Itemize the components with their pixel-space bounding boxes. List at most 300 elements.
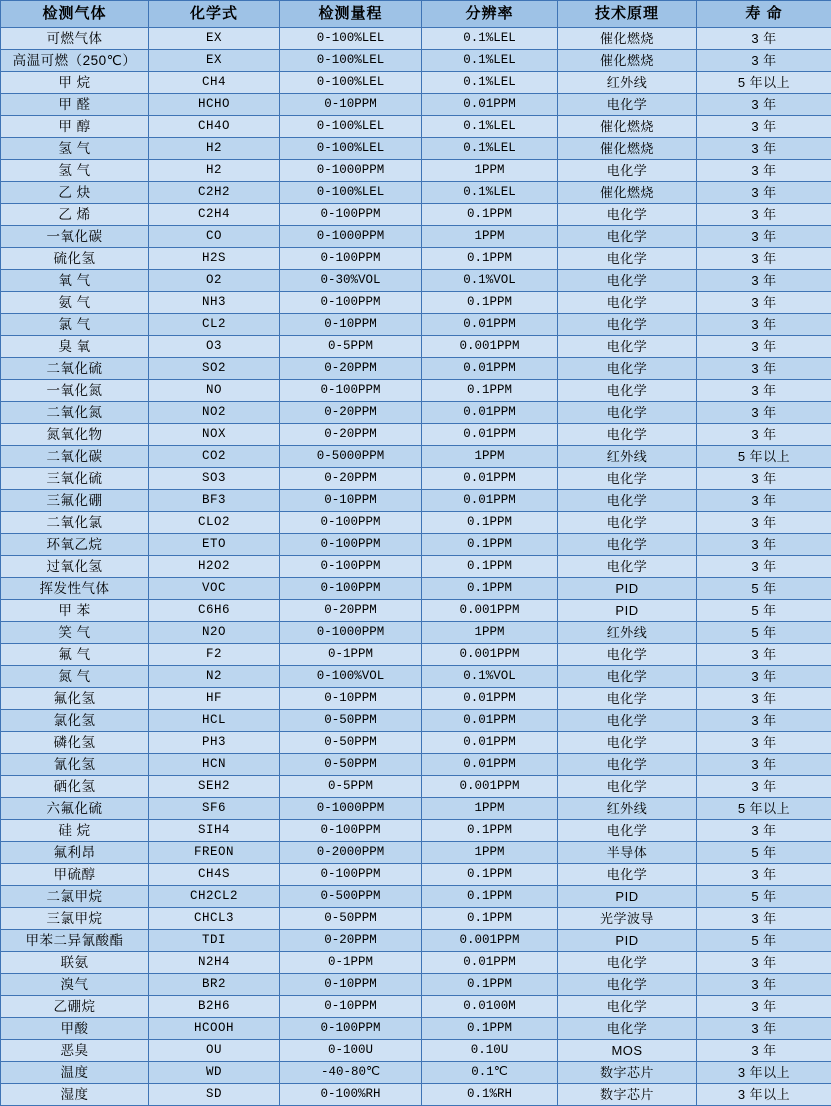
cell-formula: F2 [149,644,280,666]
cell-gas: 甲 烷 [1,72,149,94]
cell-range: 0-100PPM [280,578,422,600]
table-row [1,160,831,182]
cell-resolution: 1PPM [422,160,558,182]
table-row [1,776,831,798]
cell-lifetime: 3 年 [697,292,831,314]
cell-formula: NH3 [149,292,280,314]
table-row [1,468,831,490]
cell-range: 0-5PPM [280,776,422,798]
cell-resolution: 0.01PPM [422,314,558,336]
table-row [1,732,831,754]
table-row [1,688,831,710]
cell-formula: SD [149,1084,280,1106]
column-header-formula: 化学式 [149,1,280,28]
cell-range: 0-10PPM [280,688,422,710]
cell-formula: EX [149,50,280,72]
cell-resolution: 0.1PPM [422,820,558,842]
cell-principle: 催化燃烧 [558,138,697,160]
cell-principle: PID [558,600,697,622]
cell-range: 0-100PPM [280,292,422,314]
cell-principle: 催化燃烧 [558,182,697,204]
cell-range: 0-100%LEL [280,72,422,94]
cell-range: 0-10PPM [280,314,422,336]
cell-lifetime: 5 年 [697,578,831,600]
table-row [1,138,831,160]
cell-lifetime: 3 年 [697,468,831,490]
table-body [1,28,831,1106]
table-row [1,446,831,468]
table-row [1,512,831,534]
cell-resolution: 0.1PPM [422,380,558,402]
cell-gas: 甲 醇 [1,116,149,138]
cell-lifetime: 3 年 [697,358,831,380]
cell-resolution: 0.1PPM [422,292,558,314]
cell-formula: SO3 [149,468,280,490]
cell-lifetime: 5 年 [697,842,831,864]
cell-range: 0-20PPM [280,930,422,952]
table-row [1,490,831,512]
cell-resolution: 1PPM [422,622,558,644]
cell-gas: 二氧化氯 [1,512,149,534]
cell-resolution: 1PPM [422,842,558,864]
cell-range: 0-100PPM [280,864,422,886]
cell-lifetime: 3 年 [697,1040,831,1062]
table-row [1,270,831,292]
cell-range: 0-100%VOL [280,666,422,688]
cell-lifetime: 3 年 [697,996,831,1018]
table-row [1,820,831,842]
cell-formula: HCOOH [149,1018,280,1040]
table-row [1,72,831,94]
table-row [1,754,831,776]
cell-resolution: 0.1PPM [422,908,558,930]
cell-principle: 电化学 [558,380,697,402]
cell-formula: B2H6 [149,996,280,1018]
table-row [1,358,831,380]
cell-lifetime: 3 年 [697,1018,831,1040]
cell-formula: HF [149,688,280,710]
cell-formula: H2 [149,138,280,160]
cell-range: 0-100PPM [280,556,422,578]
cell-formula: HCL [149,710,280,732]
cell-principle: 电化学 [558,710,697,732]
cell-range: 0-100PPM [280,380,422,402]
table-row [1,182,831,204]
cell-principle: 电化学 [558,292,697,314]
cell-principle: 红外线 [558,798,697,820]
cell-principle: 电化学 [558,688,697,710]
cell-principle: 电化学 [558,864,697,886]
table-row [1,600,831,622]
cell-formula: OU [149,1040,280,1062]
cell-gas: 二氧化氮 [1,402,149,424]
cell-lifetime: 5 年 [697,930,831,952]
cell-lifetime: 3 年 [697,50,831,72]
cell-resolution: 0.01PPM [422,952,558,974]
cell-range: 0-50PPM [280,732,422,754]
cell-lifetime: 3 年 [697,490,831,512]
cell-lifetime: 3 年 [697,402,831,424]
table-row [1,204,831,226]
cell-resolution: 0.01PPM [422,732,558,754]
cell-principle: 红外线 [558,622,697,644]
cell-gas: 乙硼烷 [1,996,149,1018]
cell-gas: 过氧化氢 [1,556,149,578]
cell-range: 0-10PPM [280,974,422,996]
cell-lifetime: 3 年 [697,512,831,534]
cell-range: 0-100PPM [280,248,422,270]
cell-principle: 电化学 [558,776,697,798]
cell-resolution: 0.01PPM [422,402,558,424]
cell-gas: 高温可燃（250℃） [1,50,149,72]
column-header-range: 检测量程 [280,1,422,28]
cell-principle: 电化学 [558,468,697,490]
cell-formula: CHCL3 [149,908,280,930]
column-header-lifetime: 寿 命 [697,1,831,28]
cell-principle: 电化学 [558,666,697,688]
cell-principle: MOS [558,1040,697,1062]
cell-resolution: 0.1%LEL [422,72,558,94]
cell-range: 0-1000PPM [280,226,422,248]
cell-formula: NO2 [149,402,280,424]
cell-principle: PID [558,886,697,908]
cell-gas: 臭 氧 [1,336,149,358]
cell-formula: PH3 [149,732,280,754]
cell-resolution: 0.01PPM [422,94,558,116]
cell-principle: 电化学 [558,820,697,842]
cell-formula: CH2CL2 [149,886,280,908]
cell-lifetime: 3 年 [697,556,831,578]
cell-range: 0-100PPM [280,534,422,556]
cell-range: 0-100%LEL [280,116,422,138]
cell-resolution: 1PPM [422,798,558,820]
cell-formula: BR2 [149,974,280,996]
column-header-gas: 检测气体 [1,1,149,28]
cell-resolution: 0.1PPM [422,578,558,600]
cell-principle: 催化燃烧 [558,116,697,138]
cell-lifetime: 3 年 [697,864,831,886]
cell-lifetime: 5 年以上 [697,798,831,820]
cell-resolution: 0.01PPM [422,424,558,446]
cell-lifetime: 5 年以上 [697,72,831,94]
cell-range: 0-1000PPM [280,622,422,644]
cell-principle: 催化燃烧 [558,28,697,50]
cell-lifetime: 3 年 [697,138,831,160]
cell-formula: N2H4 [149,952,280,974]
cell-lifetime: 3 年 [697,380,831,402]
table-row [1,116,831,138]
table-row [1,1018,831,1040]
cell-formula: C2H2 [149,182,280,204]
cell-gas: 甲硫醇 [1,864,149,886]
cell-range: 0-20PPM [280,600,422,622]
cell-resolution: 0.1PPM [422,864,558,886]
cell-resolution: 0.01PPM [422,754,558,776]
cell-range: 0-500PPM [280,886,422,908]
cell-resolution: 0.01PPM [422,490,558,512]
cell-range: 0-100%RH [280,1084,422,1106]
cell-formula: CO2 [149,446,280,468]
cell-formula: VOC [149,578,280,600]
cell-resolution: 0.1PPM [422,1018,558,1040]
cell-lifetime: 3 年以上 [697,1062,831,1084]
cell-range: 0-1000PPM [280,160,422,182]
cell-principle: 半导体 [558,842,697,864]
cell-gas: 氢 气 [1,138,149,160]
cell-principle: 电化学 [558,424,697,446]
cell-formula: NO [149,380,280,402]
table-row [1,424,831,446]
cell-resolution: 0.0100M [422,996,558,1018]
cell-lifetime: 3 年 [697,754,831,776]
cell-resolution: 0.1%RH [422,1084,558,1106]
cell-principle: 电化学 [558,754,697,776]
cell-resolution: 0.1PPM [422,248,558,270]
table-row [1,996,831,1018]
cell-formula: FREON [149,842,280,864]
cell-lifetime: 5 年 [697,622,831,644]
cell-range: -40-80℃ [280,1062,422,1084]
table-row [1,534,831,556]
cell-lifetime: 3 年 [697,644,831,666]
cell-formula: HCN [149,754,280,776]
cell-formula: H2S [149,248,280,270]
column-header-principle: 技术原理 [558,1,697,28]
cell-principle: 电化学 [558,534,697,556]
cell-principle: 电化学 [558,336,697,358]
cell-lifetime: 5 年 [697,886,831,908]
cell-formula: WD [149,1062,280,1084]
cell-range: 0-50PPM [280,710,422,732]
cell-gas: 三氧化硫 [1,468,149,490]
cell-gas: 氟利昂 [1,842,149,864]
cell-gas: 笑 气 [1,622,149,644]
cell-gas: 甲酸 [1,1018,149,1040]
cell-gas: 环氧乙烷 [1,534,149,556]
cell-principle: 电化学 [558,160,697,182]
cell-range: 0-100PPM [280,820,422,842]
cell-lifetime: 3 年 [697,732,831,754]
cell-resolution: 0.1PPM [422,534,558,556]
cell-principle: 电化学 [558,512,697,534]
cell-lifetime: 3 年 [697,226,831,248]
cell-resolution: 0.1PPM [422,886,558,908]
table-row [1,908,831,930]
cell-range: 0-50PPM [280,908,422,930]
cell-lifetime: 3 年 [697,776,831,798]
cell-principle: 电化学 [558,248,697,270]
cell-formula: C2H4 [149,204,280,226]
table-row [1,578,831,600]
cell-gas: 六氟化硫 [1,798,149,820]
cell-range: 0-1000PPM [280,798,422,820]
cell-lifetime: 3 年 [697,710,831,732]
table-row [1,28,831,50]
table-row [1,1040,831,1062]
cell-formula: BF3 [149,490,280,512]
cell-resolution: 0.001PPM [422,336,558,358]
cell-resolution: 0.001PPM [422,600,558,622]
cell-range: 0-100PPM [280,1018,422,1040]
cell-lifetime: 3 年 [697,182,831,204]
cell-formula: SEH2 [149,776,280,798]
cell-range: 0-20PPM [280,468,422,490]
table-row [1,1084,831,1106]
cell-lifetime: 3 年 [697,116,831,138]
cell-principle: 数字芯片 [558,1084,697,1106]
cell-range: 0-100%LEL [280,50,422,72]
cell-range: 0-100%LEL [280,182,422,204]
cell-principle: 光学波导 [558,908,697,930]
cell-formula: TDI [149,930,280,952]
table-row [1,248,831,270]
cell-resolution: 0.1PPM [422,974,558,996]
cell-lifetime: 3 年 [697,534,831,556]
table-row [1,556,831,578]
cell-gas: 联氨 [1,952,149,974]
table-row [1,314,831,336]
cell-gas: 三氯甲烷 [1,908,149,930]
cell-gas: 温度 [1,1062,149,1084]
table-header [1,1,831,28]
cell-resolution: 0.001PPM [422,930,558,952]
cell-formula: CH4S [149,864,280,886]
cell-lifetime: 3 年 [697,248,831,270]
cell-principle: 红外线 [558,72,697,94]
cell-range: 0-30%VOL [280,270,422,292]
cell-gas: 甲 苯 [1,600,149,622]
cell-principle: 电化学 [558,314,697,336]
cell-formula: H2 [149,160,280,182]
table-row [1,644,831,666]
cell-gas: 硒化氢 [1,776,149,798]
cell-lifetime: 3 年 [697,160,831,182]
cell-gas: 乙 烯 [1,204,149,226]
cell-gas: 溴气 [1,974,149,996]
cell-resolution: 0.1%LEL [422,182,558,204]
cell-principle: 红外线 [558,446,697,468]
cell-formula: CO [149,226,280,248]
cell-resolution: 0.1%LEL [422,28,558,50]
cell-range: 0-20PPM [280,358,422,380]
cell-gas: 湿度 [1,1084,149,1106]
cell-gas: 氟化氢 [1,688,149,710]
cell-principle: PID [558,578,697,600]
cell-principle: 数字芯片 [558,1062,697,1084]
cell-principle: 催化燃烧 [558,50,697,72]
cell-formula: C6H6 [149,600,280,622]
cell-gas: 氟 气 [1,644,149,666]
cell-resolution: 0.1%VOL [422,666,558,688]
cell-principle: 电化学 [558,556,697,578]
cell-formula: O2 [149,270,280,292]
cell-gas: 二氧化硫 [1,358,149,380]
table-row [1,930,831,952]
cell-lifetime: 3 年 [697,820,831,842]
cell-range: 0-5PPM [280,336,422,358]
table-row [1,622,831,644]
cell-range: 0-2000PPM [280,842,422,864]
cell-gas: 氨 气 [1,292,149,314]
cell-gas: 氮 气 [1,666,149,688]
table-row [1,94,831,116]
cell-resolution: 0.1℃ [422,1062,558,1084]
table-row [1,380,831,402]
cell-resolution: 0.01PPM [422,710,558,732]
cell-formula: EX [149,28,280,50]
cell-resolution: 0.01PPM [422,358,558,380]
cell-principle: 电化学 [558,996,697,1018]
cell-principle: 电化学 [558,94,697,116]
cell-lifetime: 3 年 [697,336,831,358]
table-row [1,50,831,72]
cell-resolution: 0.1%LEL [422,138,558,160]
cell-lifetime: 3 年以上 [697,1084,831,1106]
cell-gas: 硅 烷 [1,820,149,842]
cell-principle: 电化学 [558,226,697,248]
cell-principle: 电化学 [558,644,697,666]
cell-principle: 电化学 [558,952,697,974]
cell-gas: 硫化氢 [1,248,149,270]
cell-gas: 氧 气 [1,270,149,292]
cell-formula: CH4O [149,116,280,138]
cell-formula: HCHO [149,94,280,116]
cell-lifetime: 3 年 [697,314,831,336]
cell-lifetime: 3 年 [697,424,831,446]
cell-principle: 电化学 [558,270,697,292]
cell-resolution: 1PPM [422,446,558,468]
cell-gas: 甲 醛 [1,94,149,116]
cell-principle: 电化学 [558,490,697,512]
cell-resolution: 1PPM [422,226,558,248]
cell-range: 0-100PPM [280,512,422,534]
cell-gas: 挥发性气体 [1,578,149,600]
cell-resolution: 0.10U [422,1040,558,1062]
cell-resolution: 0.001PPM [422,644,558,666]
cell-formula: CH4 [149,72,280,94]
cell-lifetime: 3 年 [697,952,831,974]
cell-range: 0-10PPM [280,490,422,512]
table-row [1,292,831,314]
cell-lifetime: 3 年 [697,974,831,996]
table-row [1,336,831,358]
cell-lifetime: 3 年 [697,28,831,50]
cell-lifetime: 5 年 [697,600,831,622]
table-row [1,974,831,996]
cell-range: 0-10PPM [280,996,422,1018]
cell-resolution: 0.1PPM [422,204,558,226]
table-row [1,226,831,248]
cell-gas: 乙 炔 [1,182,149,204]
table-row [1,952,831,974]
cell-formula: SF6 [149,798,280,820]
cell-principle: 电化学 [558,732,697,754]
cell-principle: 电化学 [558,204,697,226]
cell-range: 0-100%LEL [280,28,422,50]
cell-gas: 一氧化氮 [1,380,149,402]
cell-range: 0-20PPM [280,402,422,424]
cell-principle: 电化学 [558,974,697,996]
cell-gas: 甲苯二异氰酸酯 [1,930,149,952]
cell-principle: 电化学 [558,1018,697,1040]
table-row [1,864,831,886]
cell-resolution: 0.1%LEL [422,50,558,72]
cell-gas: 二氧化碳 [1,446,149,468]
cell-range: 0-100PPM [280,204,422,226]
table-row [1,842,831,864]
table-row [1,798,831,820]
cell-lifetime: 3 年 [697,666,831,688]
